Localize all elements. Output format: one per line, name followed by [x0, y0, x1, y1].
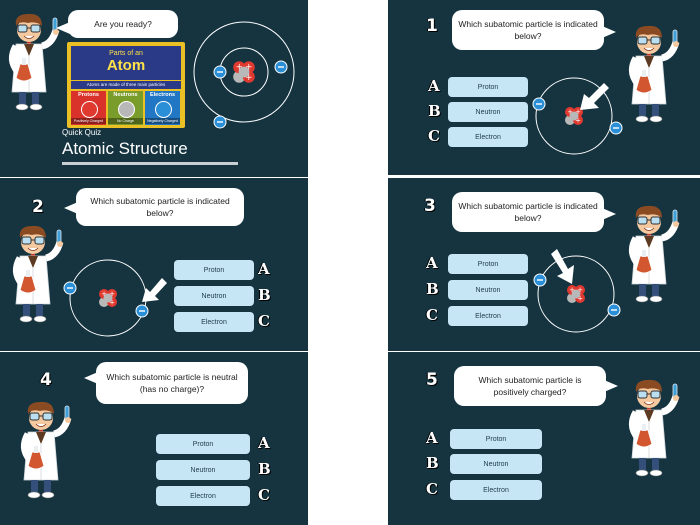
option-c-letter: C — [428, 127, 440, 145]
option-b-letter: B — [426, 454, 439, 472]
option-label: Proton — [477, 260, 499, 268]
question-slide-3 — [388, 178, 700, 351]
poster-subtitle: Atoms are made of three main particles — [71, 81, 181, 89]
speech-bubble — [452, 192, 604, 232]
poster-column-name: Protons — [78, 92, 99, 98]
poster-column-charge: Positively Charged — [71, 118, 106, 124]
option-a-button[interactable] — [448, 77, 528, 97]
speech-bubble — [454, 366, 606, 406]
option-c-button[interactable] — [448, 127, 528, 147]
option-c-button[interactable] — [448, 306, 528, 326]
option-c-letter: C — [258, 312, 270, 330]
question-number: 3 — [424, 196, 436, 216]
poster-column-neutrons — [108, 91, 143, 125]
question-text: Which subatomic particle is neutral (has no charge)? — [106, 372, 238, 394]
speech-bubble-tail — [604, 380, 618, 392]
speech-bubble-tail — [602, 208, 616, 220]
question-text: Which subatomic particle is indicated below? — [90, 196, 230, 218]
option-a-letter: A — [428, 77, 440, 95]
bubble-text: Are you ready? — [94, 19, 152, 29]
option-c-letter: C — [258, 486, 270, 504]
question-text: Which subatomic particle is indicated below? — [458, 201, 598, 223]
option-b-button[interactable] — [156, 460, 250, 480]
speech-bubble — [452, 10, 604, 50]
option-b-letter: B — [426, 280, 439, 298]
option-a-button[interactable] — [174, 260, 254, 280]
poster-column-protons — [71, 91, 106, 125]
poster-column-name: Electrons — [149, 92, 176, 98]
speech-bubble-tail — [602, 26, 616, 38]
electron-ball-icon — [155, 101, 172, 118]
title-underline — [62, 162, 238, 165]
option-b-letter: B — [258, 460, 271, 478]
question-slide-4 — [0, 352, 308, 525]
option-c-letter: C — [426, 306, 438, 324]
poster-column-electrons — [145, 91, 180, 125]
option-c-letter: C — [426, 480, 438, 498]
option-a-letter: A — [426, 254, 438, 272]
pointer-arrow-icon — [140, 276, 170, 306]
option-label: Electron — [201, 318, 227, 326]
speech-bubble — [76, 188, 244, 226]
question-number: 4 — [40, 370, 52, 390]
speech-bubble — [68, 10, 178, 38]
poster-title-line2: Atom — [106, 57, 146, 74]
pointer-arrow-icon — [548, 246, 582, 288]
option-a-letter: A — [426, 429, 438, 447]
neutron-ball-icon — [118, 101, 135, 118]
scientist-character-icon — [10, 14, 60, 112]
option-label: Electron — [483, 486, 509, 494]
option-c-button[interactable] — [174, 312, 254, 332]
option-label: Electron — [190, 492, 216, 500]
option-b-button[interactable] — [448, 280, 528, 300]
option-label: Proton — [477, 83, 499, 91]
option-a-letter: A — [258, 434, 270, 452]
scientist-character-icon — [14, 226, 64, 324]
poster-column-name: Neutrons — [113, 92, 138, 98]
proton-ball-icon — [81, 101, 98, 118]
scientist-character-icon — [22, 402, 72, 500]
option-label: Neutron — [483, 460, 509, 468]
question-number: 1 — [426, 16, 438, 36]
atom-diagram-icon — [190, 10, 304, 130]
option-a-button[interactable] — [450, 429, 542, 449]
question-number: 2 — [32, 197, 44, 217]
option-label: Neutron — [201, 292, 227, 300]
quiz-title: Atomic Structure — [62, 139, 188, 158]
speech-bubble — [96, 362, 248, 404]
question-number: 5 — [426, 370, 438, 390]
option-label: Proton — [485, 435, 507, 443]
question-slide-2 — [0, 178, 308, 351]
question-slide-1 — [388, 0, 700, 175]
question-slide-5 — [388, 352, 700, 525]
option-c-button[interactable] — [450, 480, 542, 500]
poster-header — [71, 46, 181, 80]
question-text: Which subatomic particle is positively charged? — [478, 375, 582, 397]
option-label: Neutron — [190, 466, 216, 474]
scientist-character-icon — [630, 206, 680, 304]
option-b-letter: B — [258, 286, 271, 304]
option-a-letter: A — [258, 260, 270, 278]
option-b-button[interactable] — [174, 286, 254, 306]
scientist-character-icon — [630, 26, 680, 124]
option-a-button[interactable] — [156, 434, 250, 454]
quiz-label: Quick Quiz — [62, 128, 102, 137]
question-text: Which subatomic particle is indicated below? — [458, 19, 598, 41]
atom-poster — [67, 42, 185, 128]
pointer-arrow-icon — [578, 80, 612, 114]
option-label: Proton — [192, 440, 214, 448]
option-c-button[interactable] — [156, 486, 250, 506]
scientist-character-icon — [630, 380, 680, 478]
option-b-button[interactable] — [448, 102, 528, 122]
option-label: Neutron — [475, 286, 501, 294]
option-label: Neutron — [475, 108, 501, 116]
option-a-button[interactable] — [448, 254, 528, 274]
option-label: Proton — [203, 266, 225, 274]
poster-title-line1: Parts of an — [109, 50, 143, 57]
poster-column-charge: Negatively Charged — [145, 118, 180, 124]
option-label: Electron — [475, 312, 501, 320]
option-b-letter: B — [428, 102, 441, 120]
title-slide — [0, 0, 308, 177]
option-label: Electron — [475, 133, 501, 141]
option-b-button[interactable] — [450, 454, 542, 474]
poster-column-charge: No Charge — [108, 118, 143, 124]
